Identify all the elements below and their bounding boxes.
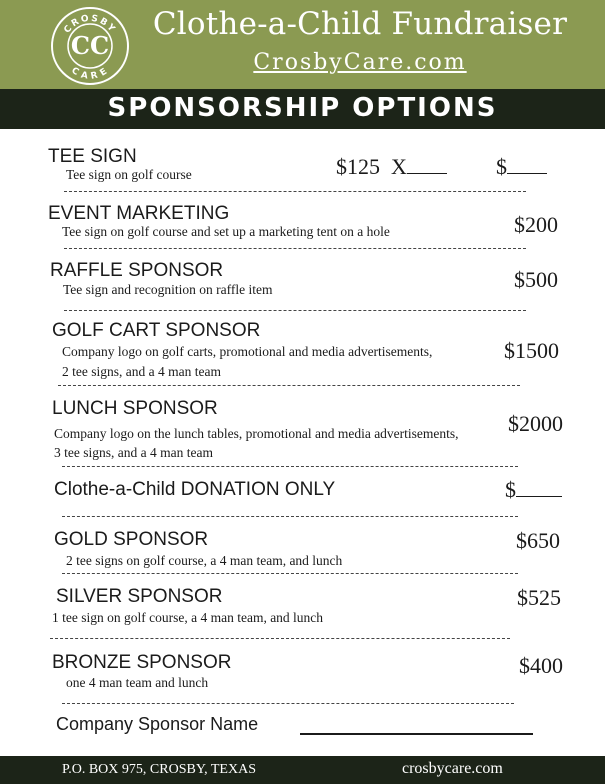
divider	[64, 191, 526, 192]
option-price-silver-sponsor: $525	[517, 585, 561, 610]
divider	[64, 248, 526, 249]
option-name-silver-sponsor: SILVER SPONSOR	[56, 586, 223, 607]
option-price-golf-cart-sponsor: $1500	[504, 338, 559, 363]
option-name-donation: Clothe-a-Child DONATION ONLY	[54, 479, 336, 500]
option-desc2-lunch-sponsor: 3 tee signs, and a 4 man team	[54, 445, 213, 460]
divider	[62, 516, 518, 517]
total-field[interactable]: $	[496, 154, 547, 180]
option-name-bronze-sponsor: BRONZE SPONSOR	[52, 652, 232, 673]
option-price-gold-sponsor: $650	[516, 528, 560, 553]
option-price-lunch-sponsor: $2000	[508, 411, 563, 436]
divider	[58, 385, 520, 386]
option-price-tee-sign: $125 X	[336, 154, 447, 180]
option-price-bronze-sponsor: $400	[519, 653, 563, 678]
company-sponsor-name-field[interactable]	[300, 733, 533, 735]
option-name-gold-sponsor: GOLD SPONSOR	[54, 529, 209, 550]
logo-top-text: CROSBY	[62, 13, 118, 36]
option-desc-tee-sign: Tee sign on golf course	[66, 167, 192, 182]
option-desc-golf-cart-sponsor: Company logo on golf carts, promotional and media advertisements,	[62, 344, 433, 359]
option-desc2-golf-cart-sponsor: 2 tee signs, and a 4 man team	[62, 364, 221, 379]
section-title: SPONSORSHIP OPTIONS	[107, 93, 498, 123]
company-sponsor-name-label: Company Sponsor Name	[56, 714, 259, 734]
option-desc-lunch-sponsor: Company logo on the lunch tables, promotional and media advertisements,	[54, 426, 459, 441]
option-desc-gold-sponsor: 2 tee signs on golf course, a 4 man team, and lunch	[66, 553, 343, 568]
option-name-event-marketing: EVENT MARKETING	[48, 203, 230, 224]
donation-amount-field[interactable]: $	[505, 477, 562, 503]
divider	[62, 573, 518, 574]
divider	[50, 638, 510, 639]
option-desc-bronze-sponsor: one 4 man team and lunch	[66, 675, 209, 690]
divider	[64, 310, 526, 311]
footer-address: P.O. BOX 975, CROSBY, TEXAS	[62, 762, 256, 777]
quantity-field[interactable]	[407, 156, 447, 174]
option-name-lunch-sponsor: LUNCH SPONSOR	[52, 398, 218, 419]
logo-monogram: CC	[70, 31, 110, 60]
option-desc-raffle-sponsor: Tee sign and recognition on raffle item	[63, 282, 273, 297]
header-website-link[interactable]: CrosbyCare.com	[253, 50, 467, 75]
option-name-raffle-sponsor: RAFFLE SPONSOR	[50, 260, 224, 281]
crosby-care-logo	[50, 6, 130, 86]
option-name-tee-sign: TEE SIGN	[48, 146, 137, 167]
divider	[62, 703, 514, 704]
logo-bottom-text: CARE	[69, 65, 111, 82]
option-price-raffle-sponsor: $500	[514, 267, 558, 292]
divider	[62, 466, 518, 467]
option-desc-silver-sponsor: 1 tee sign on golf course, a 4 man team, and lunch	[52, 610, 324, 625]
option-price-event-marketing: $200	[514, 212, 558, 237]
option-desc-event-marketing: Tee sign on golf course and set up a marketing tent on a hole	[62, 224, 390, 239]
option-name-golf-cart-sponsor: GOLF CART SPONSOR	[52, 320, 261, 341]
footer-website-link[interactable]: crosbycare.com	[402, 760, 503, 777]
page-title: Clothe-a-Child Fundraiser	[152, 6, 568, 42]
